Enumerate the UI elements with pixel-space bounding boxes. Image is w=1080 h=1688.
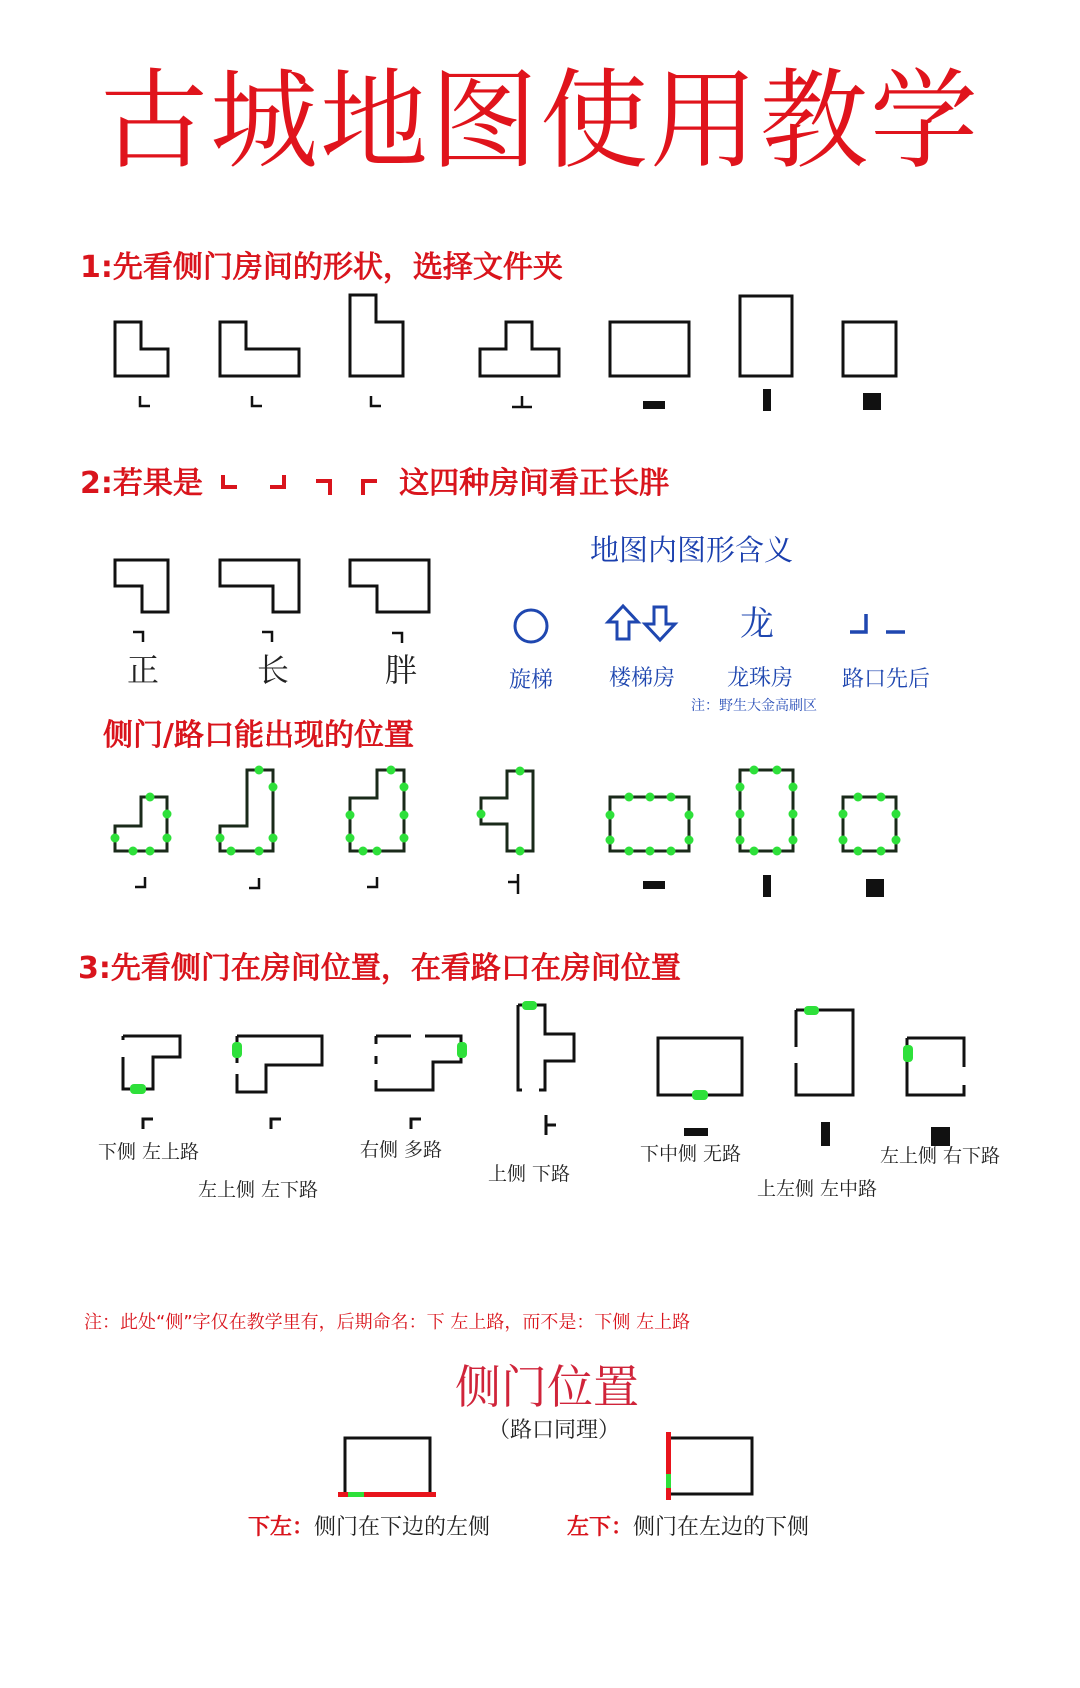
example-caption-7: 左上侧 右下路 [880, 1145, 1001, 1167]
up-arrow-icon [608, 606, 638, 639]
corner-bottom-right-icon [135, 877, 145, 887]
room-shape-l-mirror-tall [220, 770, 273, 851]
door-position-example-2 [567, 1514, 809, 1542]
room-shape-l-mirror-short [115, 797, 167, 851]
door-position-example-1 [248, 1514, 490, 1542]
bar-vertical-icon [763, 389, 771, 411]
room-example-6 [796, 1010, 853, 1095]
bar-vertical-icon [763, 875, 771, 897]
legend-icons [500, 600, 960, 660]
room-shape-rect-tall [740, 296, 792, 376]
legend-label-spiral-stairs: 旋梯 [508, 668, 553, 693]
example-key: 左下： [567, 1515, 634, 1540]
inverted-t-icon [512, 396, 532, 407]
bar-horizontal-icon [684, 1128, 708, 1136]
label-zheng: 正 [126, 651, 159, 689]
door-position-subheading: （路口同理） [488, 1418, 621, 1443]
room-shape-t-inverted [480, 322, 559, 376]
corner-bottom-left-icon [371, 396, 381, 406]
room-example-5 [658, 1038, 742, 1095]
t-left-icon [508, 874, 518, 894]
step1-shapes [0, 290, 1080, 410]
step2-heading-suffix: 这四种房间看正长胖 [399, 466, 670, 501]
corner-bottom-left-icon [217, 471, 245, 495]
legend-label-dragon-ball-room: 龙珠房 [726, 666, 793, 691]
dragon-char-icon: 龙 [740, 604, 774, 644]
junction-order-icon [850, 614, 905, 632]
step3-note: 注：此处“侧”字仅在教学里有，后期命名：下 左上路，而不是：下侧 左上路 [84, 1312, 691, 1333]
room-bottom-left-example [345, 1438, 430, 1494]
example-desc: 侧门在左边的下侧 [633, 1515, 810, 1540]
room-shape-t-left [481, 771, 533, 851]
room-shape-square [843, 322, 896, 376]
corner-bottom-left-icon [140, 396, 150, 406]
room-shape-corner-long [220, 560, 299, 612]
bar-horizontal-icon [643, 881, 665, 889]
side-door-marker-bottom-left [348, 1492, 364, 1497]
room-shape-l-mirror-tall-wide [350, 770, 404, 851]
step2-shapes [0, 555, 460, 635]
room-shape-corner-square [115, 560, 168, 612]
room-example-7 [907, 1038, 964, 1095]
corner-top-left-icon [411, 1119, 421, 1129]
room-shape-corner-fat [350, 560, 429, 612]
down-arrow-icon [645, 607, 675, 640]
legend-label-stair-room: 楼梯房 [608, 666, 675, 691]
room-example-3 [376, 1036, 461, 1090]
block-square-icon [866, 879, 884, 897]
example-key: 下左： [248, 1515, 315, 1540]
legend-note: 注：野生大金高刷区 [691, 698, 817, 714]
room-shape-square [843, 797, 896, 851]
example-caption-2: 左上侧 左下路 [198, 1179, 319, 1201]
legend-label-junction-order: 路口先后 [841, 667, 930, 692]
corner-bottom-right-icon [367, 877, 377, 887]
example-caption-5: 下中侧 无路 [640, 1143, 742, 1165]
corner-top-left-icon [357, 471, 385, 495]
example-caption-1: 下侧 左上路 [98, 1141, 200, 1163]
step3-shapes [0, 995, 1080, 1135]
t-right-icon [546, 1115, 556, 1135]
positions-heading: 侧门/路口能出现的位置 [103, 718, 414, 753]
corner-top-right-icon [133, 632, 143, 642]
positions-shapes [0, 760, 1080, 910]
block-square-icon [863, 393, 881, 410]
room-shape-rect-tall [740, 770, 793, 851]
bar-horizontal-icon [643, 401, 665, 409]
step2-heading-prefix: 2:若果是 [80, 466, 203, 501]
corner-bottom-left-icon [252, 396, 262, 406]
corner-top-right-icon [392, 633, 402, 643]
corner-top-left-icon [143, 1119, 153, 1129]
room-shape-rect-wide [610, 322, 689, 376]
example-caption-3: 右侧 多路 [360, 1139, 443, 1161]
room-left-bottom-example [670, 1438, 752, 1494]
example-caption-6: 上左侧 左中路 [757, 1178, 878, 1200]
door-position-heading: 侧门位置 [455, 1360, 639, 1414]
corner-top-right-icon [310, 471, 338, 495]
room-shape-rect-wide [610, 797, 689, 851]
bar-vertical-icon [821, 1122, 830, 1146]
example-caption-4: 上侧 下路 [488, 1163, 571, 1185]
room-shape-l-short [115, 322, 168, 376]
left-edge-highlight [666, 1432, 671, 1500]
corner-bottom-right-icon [249, 878, 259, 888]
example-desc: 侧门在下边的左侧 [314, 1515, 491, 1540]
corner-bottom-right-icon [264, 471, 292, 495]
room-shape-l-tall [350, 295, 403, 376]
room-shape-l-wide [220, 322, 299, 376]
side-door-marker-left-bottom [666, 1474, 671, 1488]
circle-icon [515, 610, 547, 642]
step1-heading: 1:先看侧门房间的形状，选择文件夹 [80, 250, 563, 285]
corner-top-left-icon [271, 1119, 281, 1129]
page-title: 古城地图使用教学 [99, 59, 980, 184]
room-example-1 [123, 1036, 180, 1089]
label-pang: 胖 [384, 651, 417, 689]
step3-heading: 3:先看侧门在房间位置，在看路口在房间位置 [78, 951, 681, 986]
legend-heading: 地图内图形含义 [590, 533, 794, 567]
room-example-2 [237, 1036, 322, 1092]
step2-heading [80, 466, 669, 502]
corner-top-right-icon [262, 632, 272, 642]
label-chang: 长 [256, 651, 289, 689]
room-example-4 [518, 1005, 574, 1090]
